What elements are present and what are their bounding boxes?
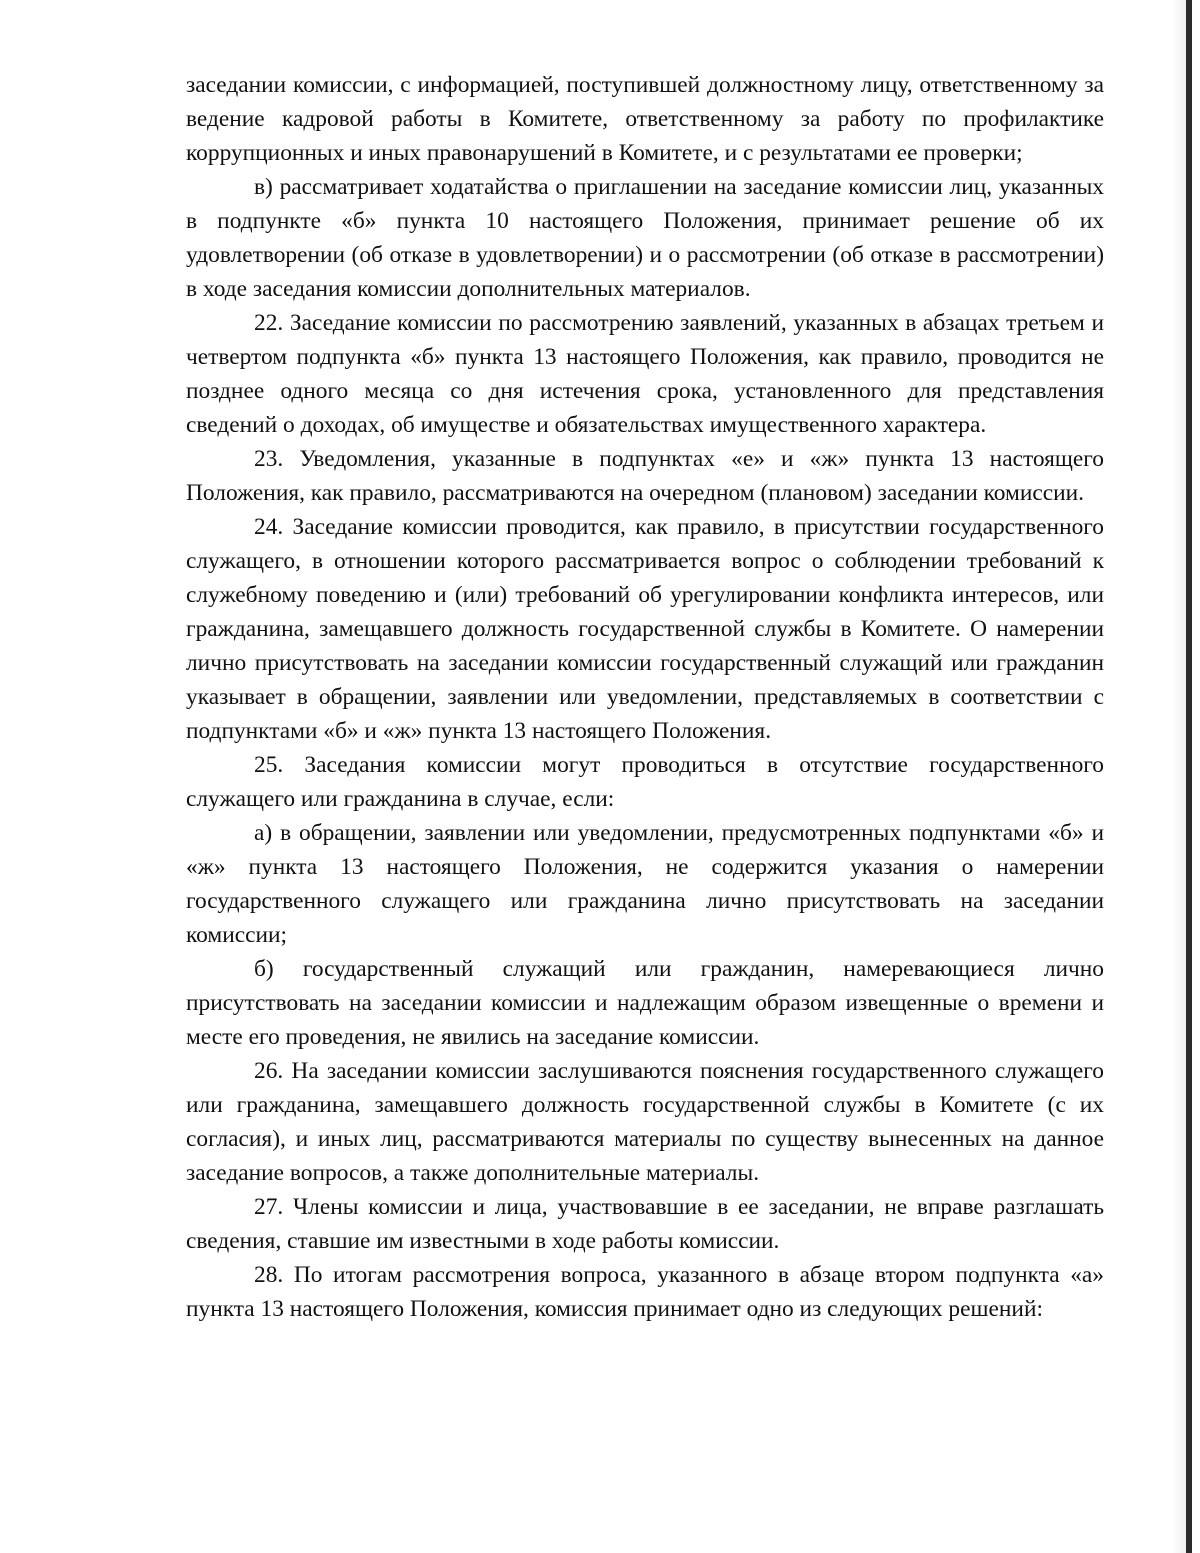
paragraph-24: 24. Заседание комиссии проводится, как правило, в присутствии государственного служащего, в отношении которого рассматривается вопрос о соблюдении требований к служебному поведению и (или) требований об урегулировании конфликта интересов, или гражданина, замещавшего должность государственной службы в Комитете. О намерении лично присутствовать на заседании комиссии государственный служащий или гражданин указывает в обращении, заявлении или уведомлении, представляемых в соответствии с подпунктами «б» и «ж» пункта 13 настоящего Положения. xyxy=(186,514,1104,744)
paragraph-subitem-v: в) рассматривает ходатайства о приглашении на заседание комиссии лиц, указанных в подпункте «б» пункта 10 настоящего Положения, принимает решение об их удовлетворении (об отказе в удовлетворении) и о рассмотрении (об отказе в рассмотрении) в ходе заседания комиссии дополнительных материалов. xyxy=(186,174,1104,302)
paragraph-25: 25. Заседания комиссии могут проводиться в отсутствие государственного служащего или гражданина в случае, если: xyxy=(186,752,1104,812)
paragraph-25-subitem-a: а) в обращении, заявлении или уведомлении, предусмотренных подпунктами «б» и «ж» пункта 13 настоящего Положения, не содержится указания о намерении государственного служащего или гражданина лично присутствовать на заседании комиссии; xyxy=(186,820,1104,948)
page-edge-shadow xyxy=(1172,0,1186,1553)
paragraph-25-subitem-b: б) государственный служащий или гражданин, намеревающиеся лично присутствовать на заседании комиссии и надлежащим образом извещенные о времени и месте его проведения, не явились на заседание комиссии. xyxy=(186,956,1104,1050)
paragraph-26: 26. На заседании комиссии заслушиваются пояснения государственного служащего или гражданина, замещавшего должность государственной службы в Комитете (с их согласия), и иных лиц, рассматриваются материалы по существу вынесенных на данное заседание вопросов, а также дополнительные материалы. xyxy=(186,1058,1104,1186)
paragraph-continuation: заседании комиссии, с информацией, поступившей должностному лицу, ответственному за ведение кадровой работы в Комитете, ответственному за работу по профилактике коррупционных и иных правонарушений в Комитете, и с результатами ее проверки; xyxy=(186,72,1104,166)
document-body xyxy=(186,68,1104,1326)
paragraph-28: 28. По итогам рассмотрения вопроса, указанного в абзаце втором подпункта «а» пункта 13 настоящего Положения, комиссия принимает одно из следующих решений: xyxy=(186,1262,1104,1322)
paragraph-22: 22. Заседание комиссии по рассмотрению заявлений, указанных в абзацах третьем и четвертом подпункта «б» пункта 13 настоящего Положения, как правило, проводится не позднее одного месяца со дня истечения срока, установленного для представления сведений о доходах, об имуществе и обязательствах имущественного характера. xyxy=(186,310,1104,438)
paragraph-27: 27. Члены комиссии и лица, участвовавшие в ее заседании, не вправе разглашать сведения, ставшие им известными в ходе работы комиссии. xyxy=(186,1194,1104,1254)
paragraph-23: 23. Уведомления, указанные в подпунктах «е» и «ж» пункта 13 настоящего Положения, как правило, рассматриваются на очередном (плановом) заседании комиссии. xyxy=(186,446,1104,506)
